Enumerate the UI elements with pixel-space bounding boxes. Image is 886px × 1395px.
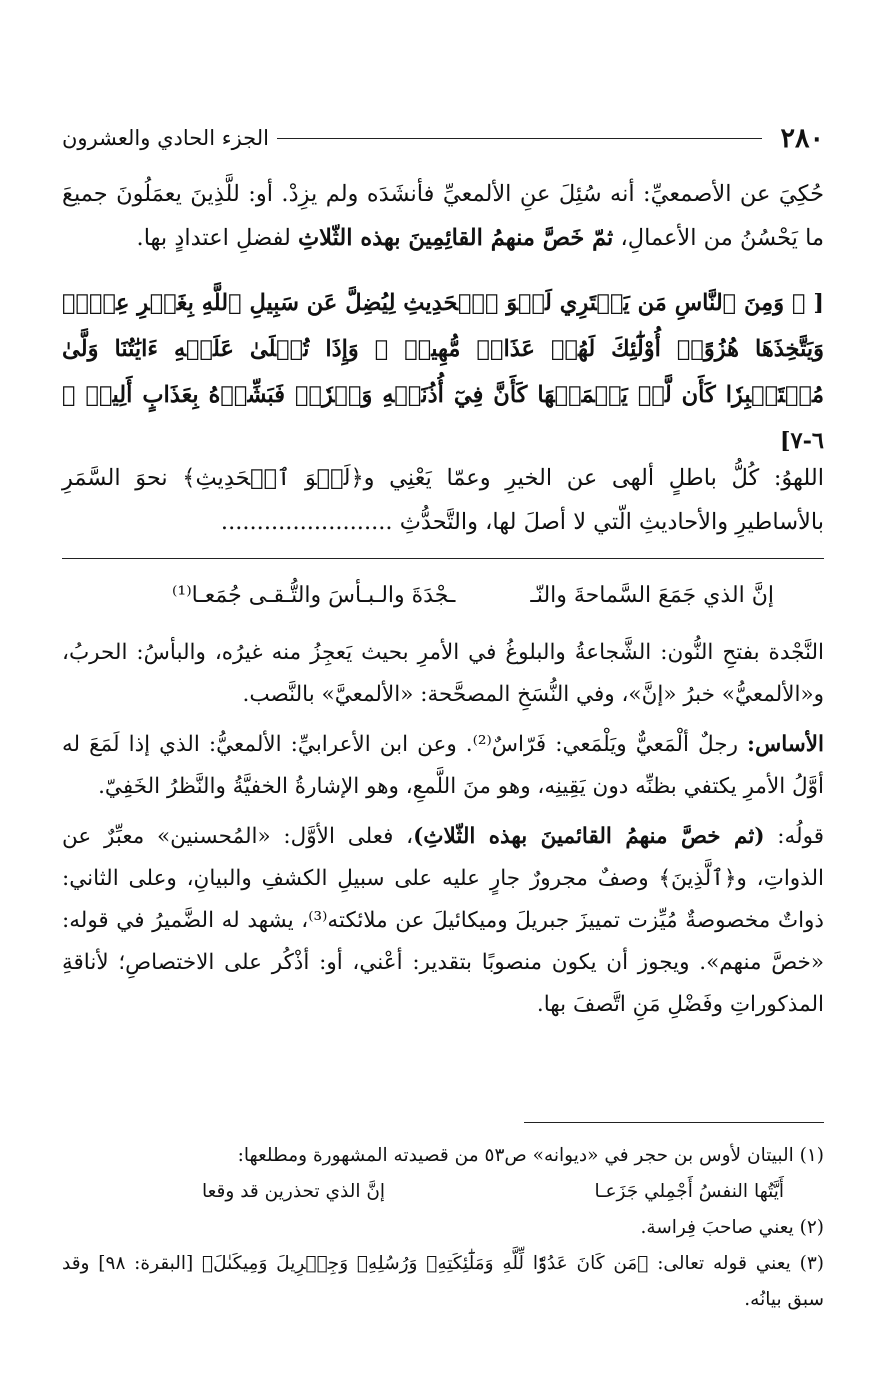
footnote-divider (524, 1122, 824, 1123)
text-run: قولُه: (764, 824, 824, 849)
text-run: رجلٌ ألْمَعيٌّ ويَلْمَعي: فَرّاسٌ⁽²⁾. وعن ابن الأعرابيِّ: الألمعيُّ: الذي إذا لَمَعَ له أوَّلُ الأمرِ يكتفي بظنِّه دون يَقِينِه، وهو منَ اللَّمعِ، وهو الإشارةُ الخفيَّةُ والنَّظرُ الخَفِيّ. (62, 732, 824, 799)
text-run-bold: (ثم خصَّ منهمُ القائمينَ بهذه الثّلاثِ) (413, 824, 765, 849)
footnote-3: (٣) يعني قوله تعالى: ﴿مَن كَانَ عَدُوّٗا لِّلَّهِ وَمَلَٰٓئِكَتِهِۦ وَرُسُلِهِۦ وَجِبۡرِيلَ وَمِيكَىٰلَ﴾ [البقرة: ٩٨] وقد سبق بيانُه. (62, 1253, 824, 1310)
header-rule (277, 138, 763, 139)
paragraph-qawluhu (62, 816, 824, 1026)
verse-left-hemistich: ـجْدَةَ والـبـأسَ والتُّـقـى جُمَعـا⁽¹⁾ (172, 583, 456, 608)
page-header (62, 118, 824, 158)
paragraph-asas (62, 724, 824, 808)
main-text (62, 172, 824, 260)
footnotes (62, 1138, 824, 1318)
paragraph-lahw: اللهوُ: كُلُّ باطلٍ ألهى عن الخيرِ وعمّا يَعْنِي و﴿لَهۡوَ ٱلۡحَدِيثِ﴾ نحوَ السَّمَرِ بالأساطيرِ والأحاديثِ الّتي لا أصلَ لها، والتَّحدُّثِ ........................ (62, 465, 824, 535)
footnote-1: (١) البيتان لأوس بن حجر في «ديوانه» ص٥٣ من قصيدته المشهورة ومطلعها: (237, 1145, 824, 1166)
quran-passage (62, 280, 824, 464)
main-divider (62, 558, 824, 559)
page-number: ٢٨٠ (780, 122, 824, 154)
lahw-definition (62, 456, 824, 544)
commentary (62, 632, 824, 1026)
footnote-verse-left: إنَّ الذي تحذرين قد وقعا (202, 1181, 386, 1202)
text-run: ، فعلى الأوَّل: «المُحسنين» معبِّرٌ عن الذواتِ، و﴿ٱلَّذِينَ﴾ وصفٌ مجرورٌ جارٍ عليه على سبيلِ الكشفِ والبيانِ، وعلى الثاني: ذواتٌ مخصوصةٌ مُيِّزت تمييزَ جبريلَ وميكائيلَ عن ملائكته⁽³⁾، يشهد له الضَّميرُ في قوله: «خصَّ منهم». ويجوز أن يكون منصوبًا بتقدير: أعْني، أو: أذْكُر على الاختصاصِ؛ لأناقةِ المذكوراتِ وفَضْلِ مَنِ اتَّصفَ بها. (62, 824, 824, 1017)
paragraph-najda: النَّجْدة بفتحِ النُّون: الشَّجاعةُ والبلوغُ في الأمرِ بحيث يَعجِزُ منه غيرُه، والبأسُ: الحربُ، و«الألمعيُّ» خبرُ «إنَّ»، وفي النُّسَخِ المصحَّحة: «الألمعيَّ» بالنَّصب. (62, 640, 824, 707)
text-run-bold: ثمّ خَصَّ منهمُ القائِمِينَ بهذه الثّلاثِ (297, 225, 614, 251)
footnote-verse (62, 1174, 824, 1210)
text-run: حُكِيَ عن الأصمعيِّ: أنه سُئِلَ عنِ الألمعيِّ فأنشَدَه ولم يزِدْ. أو: للَّذِينَ يعمَلُونَ جميعَ ما يَحْسُنُ من الأعمالِ، (62, 181, 824, 251)
asas-label: الأساس: (747, 732, 824, 757)
running-head: الجزء الحادي والعشرون (62, 126, 269, 150)
quran-verses: [ ﴿ وَمِنَ ٱلنَّاسِ مَن يَشۡتَرِي لَهۡوَ ٱلۡحَدِيثِ لِيُضِلَّ عَن سَبِيلِ ٱللَّهِ بِغَيۡرِ عِلۡمٖ وَيَتَّخِذَهَا هُزُوًاۚ أُوْلَٰٓئِكَ لَهُمۡ عَذَابٞ مُّهِينٞ ۞ وَإِذَا تُتۡلَىٰ عَلَيۡهِ ءَايَٰتُنَا وَلَّىٰ مُسۡتَكۡبِرٗا كَأَن لَّمۡ يَسۡمَعۡهَا كَأَنَّ فِيٓ أُذُنَيۡهِ وَقۡرٗاۖ فَبَشِّرۡهُ بِعَذَابٍ أَلِيمٖ ﴾ ٦-٧] (62, 290, 824, 454)
text-run: لفضلِ اعتدادٍ بها. (136, 225, 298, 251)
verse-right-hemistich: إنَّ الذي جَمَعَ السَّماحةَ والنّـ (530, 583, 774, 608)
footnote-verse-right: أَيَّتُها النفسُ أَجْمِلي جَزَعـا (594, 1181, 784, 1202)
paragraph-asmai (62, 172, 824, 260)
poem-verse (62, 574, 824, 618)
footnote-2: (٢) يعني صاحبَ فِراسة. (640, 1217, 824, 1238)
